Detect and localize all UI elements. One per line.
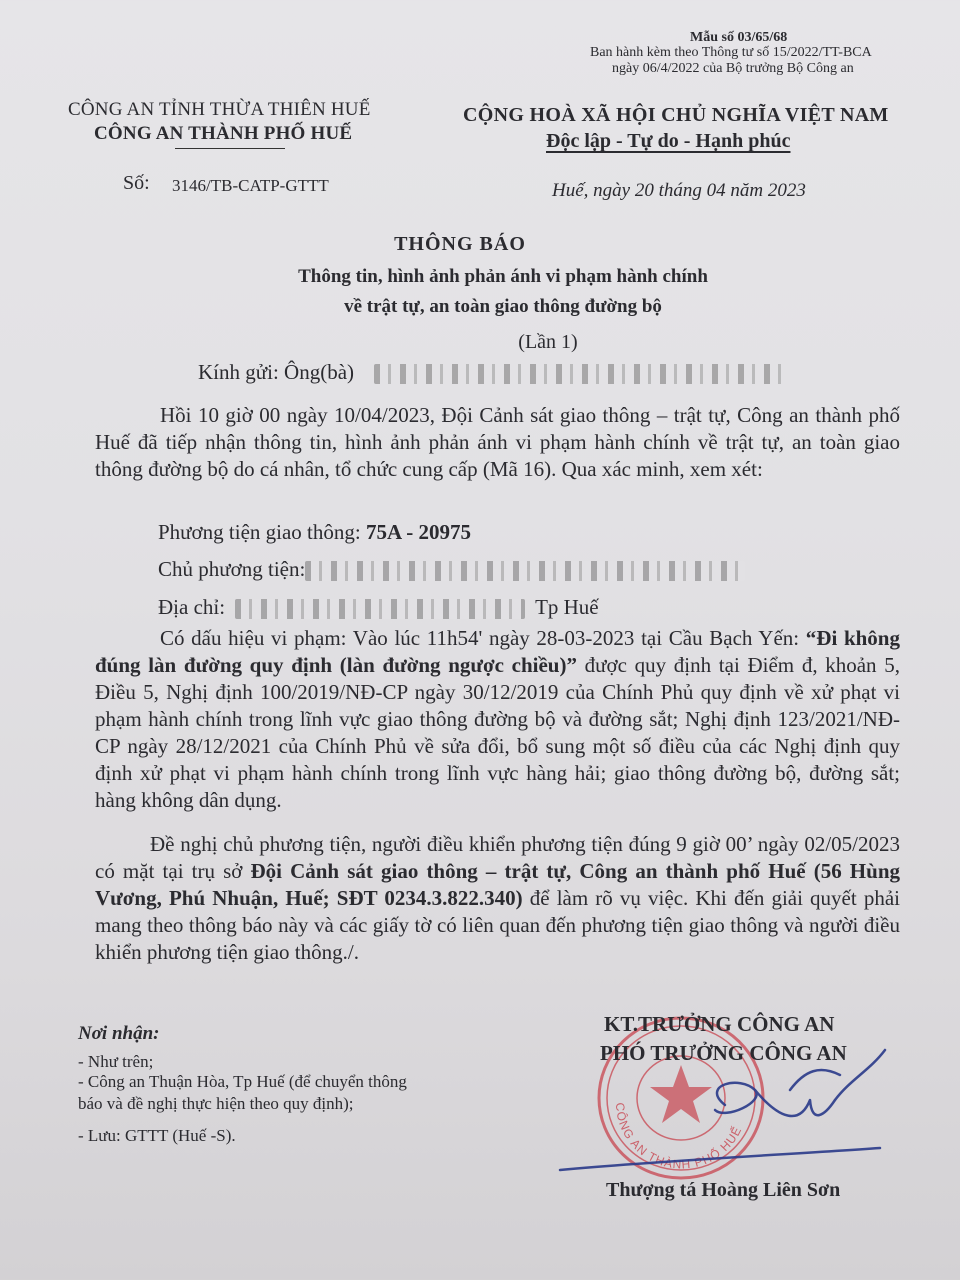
paragraph-summons: [95, 831, 900, 966]
paragraph-violation: [95, 625, 900, 814]
signature-role-2: PHÓ TRƯỞNG CÔNG AN: [600, 1041, 847, 1065]
recipients-title: Nơi nhận:: [78, 1023, 160, 1044]
recipient-item: - Như trên;: [78, 1052, 154, 1071]
violation-lead: Có dấu hiệu vi phạm: Vào lúc 11h54' ngày 28-03-2023 tại Cầu Bạch Yến:: [160, 626, 806, 650]
salutation-label: Kính gửi: Ông(bà): [198, 360, 355, 384]
doc-number-label: Số:: [123, 172, 150, 194]
seal-text: CÔNG AN THÀNH PHỐ HUẾ: [612, 1102, 745, 1172]
date-line: Huế, ngày 20 tháng 04 năm 2023: [552, 180, 806, 201]
document-subtitle-2: về trật tự, an toàn giao thông đường bộ: [344, 296, 662, 317]
recipient-item: - Công an Thuận Hòa, Tp Huế (để chuyển thông: [78, 1072, 407, 1091]
redacted-owner: [305, 561, 745, 581]
signer-name: Thượng tá Hoàng Liên Sơn: [606, 1179, 841, 1201]
violation-description: “Đi không đúng làn đường quy định (làn đường ngược chiều)”: [95, 626, 900, 677]
agency-parent: CÔNG AN TỈNH THỪA THIÊN HUẾ: [68, 99, 371, 120]
form-issued-line1: Ban hành kèm theo Thông tư số 15/2022/TT-BCA: [590, 45, 872, 60]
agency-name: CÔNG AN THÀNH PHỐ HUẾ: [94, 123, 353, 144]
salutation: [198, 359, 784, 386]
vehicle-plate: 75A - 20975: [365, 520, 471, 544]
agency-underline: [175, 148, 285, 149]
form-code: Mẫu số 03/65/68: [690, 30, 788, 45]
paragraph-intro: Hồi 10 giờ 00 ngày 10/04/2023, Đội Cảnh sát giao thông – trật tự, Công an thành phố Huế đã tiếp nhận thông tin, hình ảnh phản ánh vi phạm hành chính về trật tự, an toàn giao thông đường bộ do cá nhân, tổ chức cung cấp (Mã 16). Qua xác minh, xem xét:: [95, 403, 900, 481]
address-line: [158, 594, 599, 621]
vehicle-label: Phương tiện giao thông:: [158, 520, 366, 544]
address-city: Tp Huế: [535, 595, 599, 619]
owner-label: Chủ phương tiện:: [158, 557, 306, 581]
owner-line: [158, 556, 745, 583]
address-label: Địa chỉ:: [158, 595, 226, 619]
form-issued-line2: ngày 06/4/2022 của Bộ trưởng Bộ Công an: [612, 61, 854, 76]
doc-number: 3146/TB-CATP-GTTT: [172, 176, 329, 195]
redacted-address: [235, 599, 525, 619]
issue-number: (Lần 1): [518, 331, 578, 353]
summons-place: Đội Cảnh sát giao thông – trật tự, Công an thành phố Huế (56 Hùng Vương, Phú Nhuận, Huế; SĐT 0234.3.822.340): [95, 859, 900, 910]
vehicle-line: [158, 519, 471, 546]
nation-title: CỘNG HOÀ XÃ HỘI CHỦ NGHĨA VIỆT NAM: [463, 104, 889, 126]
redacted-name: [374, 364, 784, 384]
summons-lead: Đề nghị chủ phương tiện, người điều khiển phương tiện đúng 9 giờ 00’ ngày 02/05/2023 có mặt tại trụ sở: [95, 832, 900, 883]
signature-role-1: KT.TRƯỞNG CÔNG AN: [604, 1012, 835, 1036]
recipient-item-continued: báo và đề nghị thực hiện theo quy định);: [78, 1094, 354, 1113]
handwritten-signature: [550, 1030, 890, 1180]
document-title: THÔNG BÁO: [394, 233, 526, 255]
violation-legal-basis: được quy định tại Điểm đ, khoản 5, Điều 5, Nghị định 100/2019/NĐ-CP ngày 30/12/2019 của Chính Phủ quy định về xử phạt vi phạm hành chính trong lĩnh vực giao thông đường bộ và đường sắt; Nghị định 123/2021/NĐ-CP ngày 28/12/2021 của Chính Phủ về sửa đổi, bổ sung một số điều của các Nghị định quy định xử phạt vi phạm hành chính trong lĩnh vực hàng hải; giao thông đường bộ, đường sắt; hàng không dân dụng.: [95, 653, 900, 812]
document-subtitle-1: Thông tin, hình ảnh phản ánh vi phạm hành chính: [298, 266, 708, 287]
national-motto: Độc lập - Tự do - Hạnh phúc: [546, 130, 791, 152]
summons-rest: để làm rõ vụ việc. Khi đến giải quyết phải mang theo thông báo này và các giấy tờ có liên quan đến phương tiện giao thông và người điều khiển phương tiện giao thông./.: [95, 886, 900, 964]
recipient-item: - Lưu: GTTT (Huế -S).: [78, 1126, 236, 1145]
